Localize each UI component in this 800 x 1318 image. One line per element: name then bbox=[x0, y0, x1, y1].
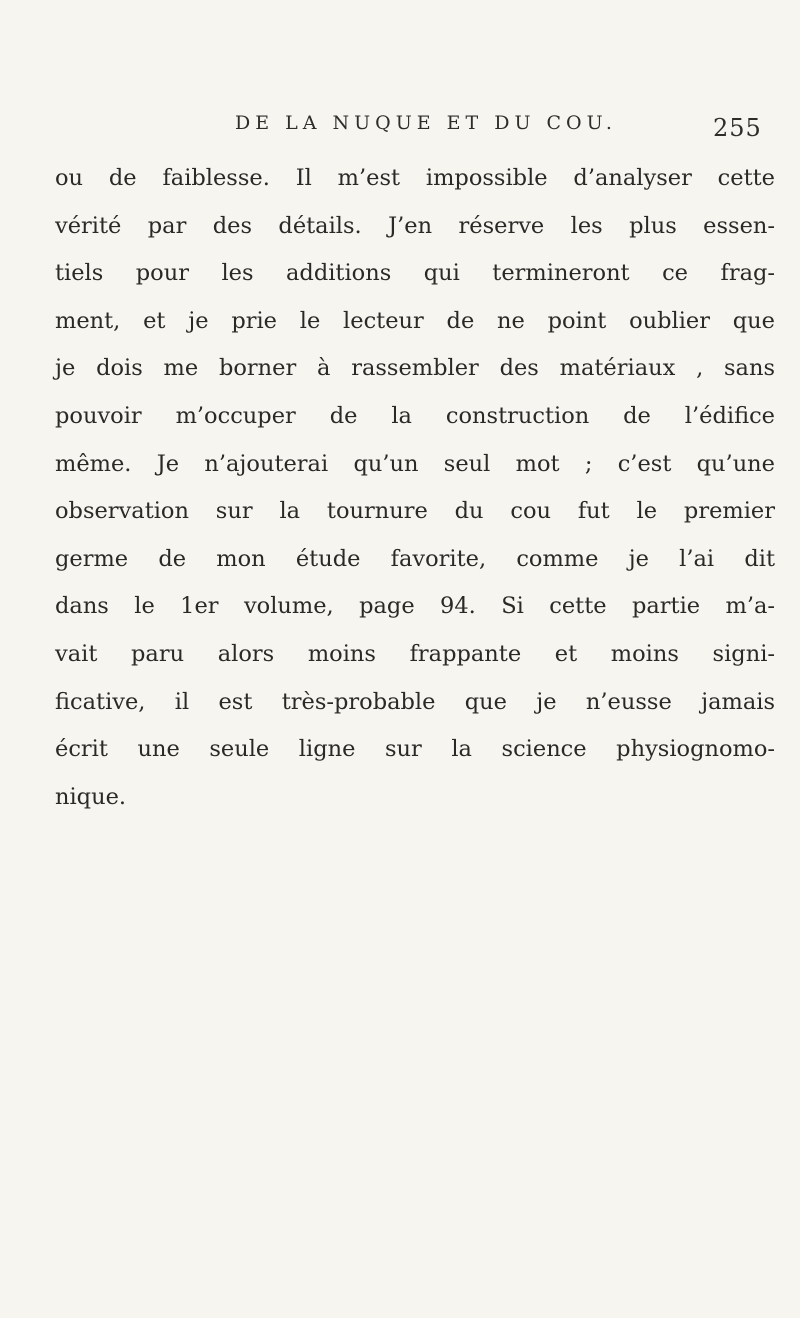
text-line: dans le 1er volume, page 94. Si cette partie m’a- bbox=[55, 593, 775, 620]
text-line: vérité par des détails. J’en réserve les plus essen- bbox=[55, 212, 775, 239]
text-line: ficative, il est très-probable que je n’eusse jamais bbox=[55, 688, 775, 715]
text-line: tiels pour les additions qui termineront ce frag- bbox=[55, 260, 775, 287]
body-paragraph bbox=[55, 155, 775, 821]
text-line-last: nique. bbox=[55, 783, 127, 810]
running-title: DE LA NUQUE ET DU COU. bbox=[235, 112, 617, 134]
text-line: vait paru alors moins frappante et moins signi- bbox=[55, 640, 775, 667]
text-line: je dois me borner à rassembler des matériaux , sans bbox=[55, 355, 775, 382]
text-line: ment, et je prie le lecteur de ne point oublier que bbox=[55, 307, 775, 334]
text-line: écrit une seule ligne sur la science physiognomo- bbox=[55, 736, 775, 763]
text-line: observation sur la tournure du cou fut le premier bbox=[55, 498, 775, 525]
text-line: même. Je n’ajouterai qu’un seul mot ; c’est qu’une bbox=[55, 450, 775, 477]
page-number: 255 bbox=[713, 114, 762, 142]
text-line: pouvoir m’occuper de la construction de l’édifice bbox=[55, 402, 775, 429]
page-header bbox=[0, 108, 800, 148]
text-line: ou de faiblesse. Il m’est impossible d’analyser cette bbox=[55, 165, 775, 191]
text-line: germe de mon étude favorite, comme je l’ai dit bbox=[55, 545, 775, 572]
